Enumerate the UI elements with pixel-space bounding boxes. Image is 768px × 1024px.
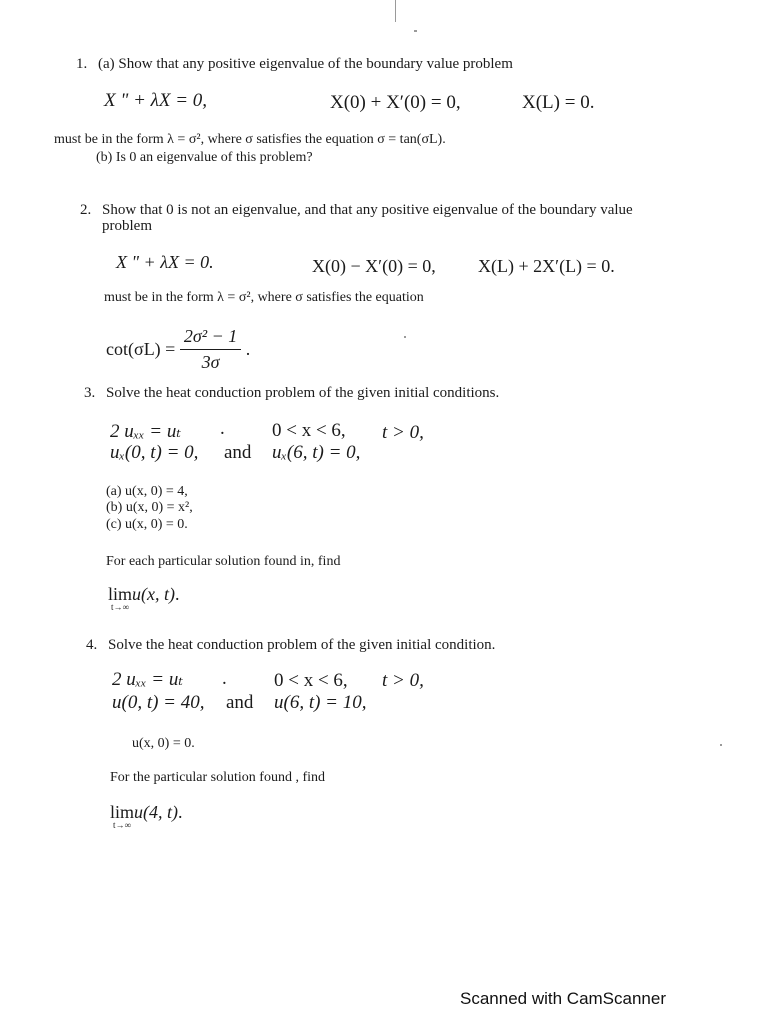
pde-equation: 2 uₓₓ = uₜ: [110, 421, 182, 442]
lim-word: lim: [108, 584, 133, 604]
scan-speck: [720, 744, 722, 746]
problem-prompt-cont: problem: [102, 218, 152, 234]
spatial-domain: 0 < x < 6,: [274, 670, 348, 691]
problem-number: 2.: [80, 202, 92, 218]
limit-expression: [110, 802, 183, 830]
fraction: [180, 326, 241, 373]
scan-speck: [414, 30, 417, 32]
boundary-condition-left: X(0) − X′(0) = 0,: [312, 256, 436, 276]
and-word: and: [224, 442, 252, 463]
time-domain: t > 0,: [382, 670, 424, 691]
lim-end: .: [175, 584, 180, 604]
lim-end: .: [178, 802, 183, 822]
boundary-condition-left: X(0) + X′(0) = 0,: [330, 92, 461, 113]
problem-number: 3.: [84, 385, 96, 401]
and-word: and: [226, 692, 254, 713]
boundary-condition-right: X(L) = 0.: [522, 92, 595, 113]
form-statement: must be in the form λ = σ², where σ satisfies the equation σ = tan(σL).: [54, 132, 446, 147]
boundary-condition-left: u(0, t) = 40,: [112, 692, 205, 713]
problem-number: 1.: [76, 56, 88, 72]
time-domain: t > 0,: [382, 422, 424, 443]
problem-prompt: Show that 0 is not an eigenvalue, and that any positive eigenvalue of the boundary value: [102, 202, 633, 218]
ode-equation: X " + λX = 0,: [104, 90, 208, 111]
initial-condition-a: (a) u(x, 0) = 4,: [106, 484, 188, 499]
limit-expression: [108, 584, 180, 612]
lim-body: u(x, t): [132, 584, 175, 604]
initial-condition-b: (b) u(x, 0) = x²,: [106, 500, 193, 515]
pde-equation: 2 uₓₓ = uₜ: [112, 669, 184, 690]
spatial-domain: 0 < x < 6,: [272, 420, 346, 441]
fraction-numerator: 2σ² − 1: [180, 326, 241, 350]
lim-word: lim: [110, 802, 135, 822]
cot-lhs: cot(σL) =: [106, 339, 176, 359]
problem-number: 4.: [86, 637, 98, 653]
period: .: [245, 339, 251, 359]
scanner-watermark: Scanned with CamScanner: [460, 989, 667, 1008]
problem-prompt: Solve the heat conduction problem of the given initial condition.: [108, 637, 496, 653]
initial-condition-c: (c) u(x, 0) = 0.: [106, 517, 188, 532]
problem-prompt: Solve the heat conduction problem of the given initial conditions.: [106, 385, 500, 401]
lim-subscript: t→∞: [113, 820, 131, 830]
fraction-denominator: 3σ: [201, 352, 220, 372]
separator-dot: .: [222, 668, 227, 689]
ode-equation: X " + λX = 0.: [116, 252, 214, 272]
limit-operator: [108, 584, 132, 612]
boundary-condition-right: X(L) + 2X′(L) = 0.: [478, 256, 615, 276]
lim-body: u(4, t): [134, 802, 179, 822]
find-instruction: For each particular solution found in, find: [106, 554, 341, 569]
boundary-condition-right: u(6, t) = 10,: [274, 692, 367, 713]
find-instruction: For the particular solution found , find: [110, 770, 326, 785]
boundary-condition-right: uₓ(6, t) = 0,: [272, 442, 361, 463]
scan-speck: [404, 336, 406, 338]
limit-operator: [110, 802, 134, 830]
lim-subscript: t→∞: [111, 602, 129, 612]
form-statement: must be in the form λ = σ², where σ satisfies the equation: [104, 290, 424, 305]
problem-prompt: (a) Show that any positive eigenvalue of the boundary value problem: [98, 56, 513, 72]
initial-condition: u(x, 0) = 0.: [132, 736, 195, 751]
separator-dot: .: [220, 418, 225, 439]
part-b: (b) Is 0 an eigenvalue of this problem?: [96, 150, 313, 165]
boundary-condition-left: uₓ(0, t) = 0,: [110, 442, 199, 463]
scan-mark: [395, 0, 396, 22]
cot-equation: [106, 326, 250, 373]
